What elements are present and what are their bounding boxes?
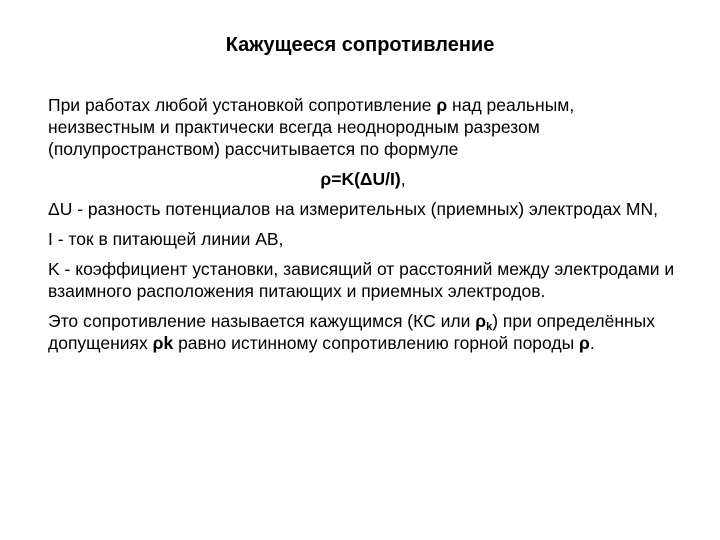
apparent-resistivity-paragraph: [48, 310, 678, 354]
rho-symbol: ρ: [436, 95, 448, 115]
formula-line: [48, 168, 678, 190]
intro-text-before: При работах любой установкой сопротивление: [48, 95, 437, 115]
definition-i: I - ток в питающей линии АВ,: [48, 229, 284, 249]
rho-k-bold: ρk: [152, 333, 174, 353]
slide-content: [48, 94, 678, 362]
final-text-3: равно истинному сопротивлению горной породы: [173, 333, 580, 353]
definition-k: K - коэффициент установки, зависящий от расстояний между электродами и взаимного расположения питающих и приемных электродов.: [48, 259, 675, 301]
rho-k-symbol: ρ: [475, 311, 487, 331]
rho-end-symbol: ρ: [579, 333, 590, 353]
slide-title: Кажущееся сопротивление: [225, 34, 495, 56]
final-period: .: [589, 333, 595, 353]
definition-du: ΔU - разность потенциалов на измерительных (приемных) электродах MN,: [48, 199, 658, 219]
intro-paragraph: [48, 94, 678, 160]
final-text-1: Это сопротивление называется кажущимся (КС или: [48, 311, 476, 331]
formula-comma: ,: [400, 169, 406, 189]
formula: ρ=K(ΔU/I): [320, 169, 401, 189]
final-text-2: ) при определённых допущениях: [48, 311, 656, 353]
intro-text-after: над реальным, неизвестным и практически всегда неоднородным разрезом (полупространством) рассчитывается по формуле: [48, 95, 575, 159]
rho-k-subscript: k: [486, 321, 493, 333]
